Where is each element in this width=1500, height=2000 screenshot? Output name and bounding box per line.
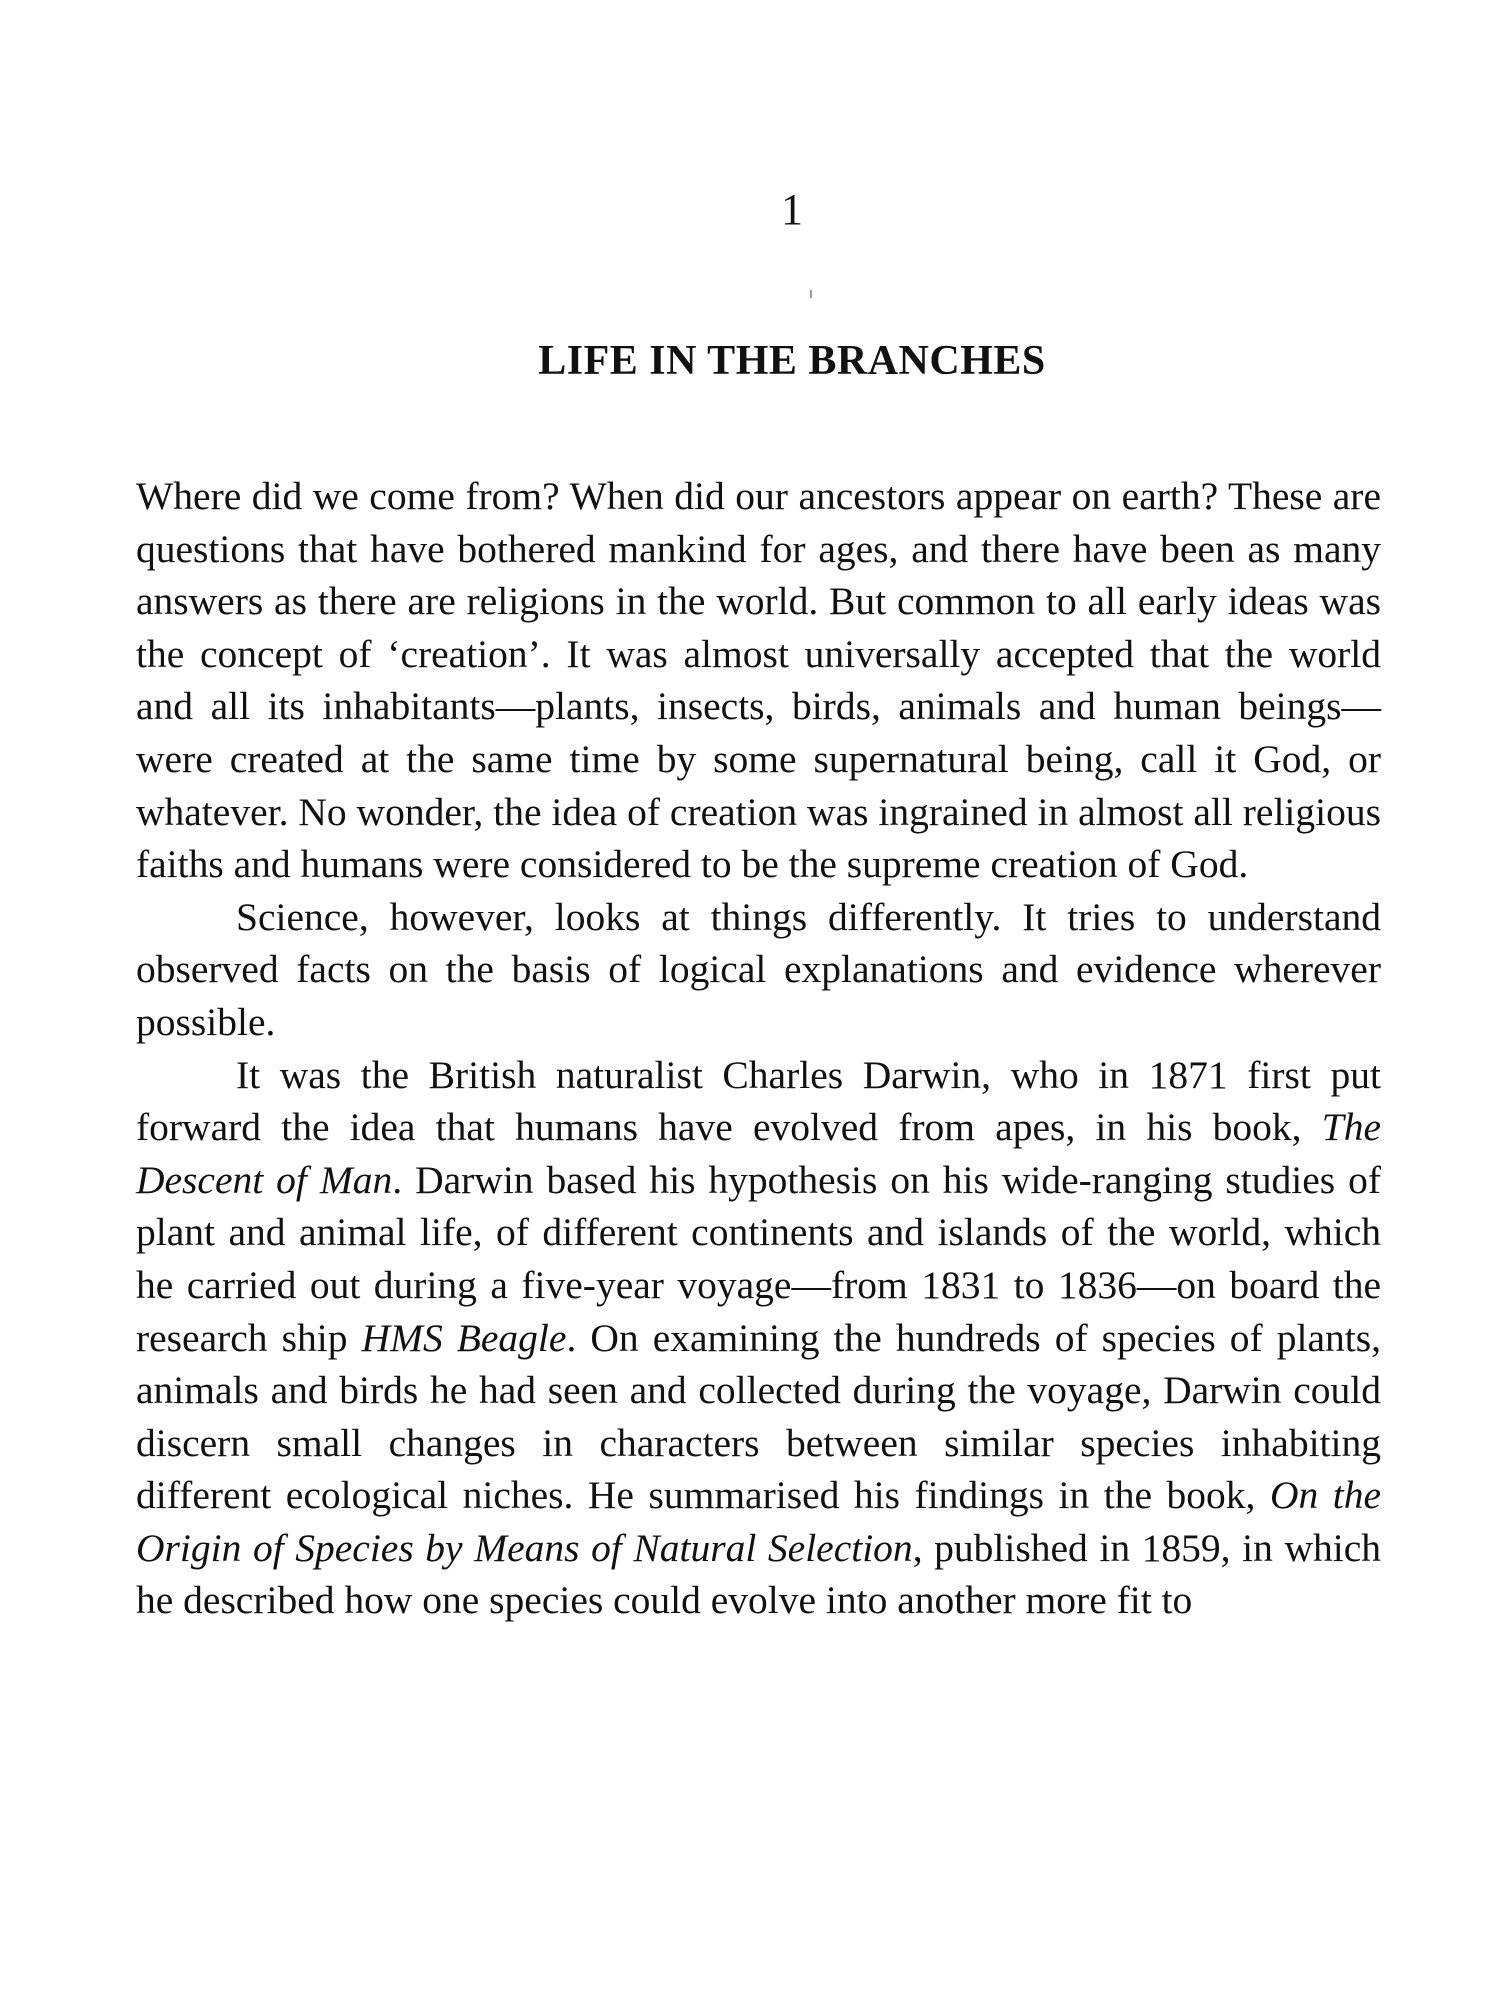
chapter-number: 1	[781, 185, 803, 234]
book-title-origin-of-species: On the Origin of Species by Means of Natural Selection	[136, 1473, 1381, 1570]
paragraph-3-text-d: , published in 1859, in which he described how one species could evolve into another more fit to	[136, 1525, 1381, 1623]
paragraph-3-text-a: It was the British naturalist Charles Darwin, who in 1871 first put forward the idea that humans have evolved from apes, in his book,	[136, 1052, 1381, 1150]
paragraph-3-text-b: . Darwin based his hypothesis on his wide-ranging studies of plant and animal life, of different continents and islands of the world, which he carried out during a five-year voyage—from 1831 to 1836—on board the research ship	[136, 1157, 1381, 1360]
paragraph-3-text-c: . On examining the hundreds of species of plants, animals and birds he had seen and collected during the voyage, Darwin could discern small changes in characters between similar species inhabiting different ecological niches. He summarised his findings in the book,	[136, 1315, 1381, 1518]
paragraph-3	[136, 1049, 1381, 1628]
scan-speck	[810, 290, 812, 298]
paragraph-2: Science, however, looks at things differently. It tries to understand observed facts on the basis of logical explanations and evidence wherever possible.	[136, 894, 1381, 1044]
book-title-descent-of-man: The Descent of Man	[136, 1105, 1381, 1202]
body-text	[136, 470, 1381, 1627]
paragraph-1: Where did we come from? When did our ancestors appear on earth? These are questions that have bothered mankind for ages, and there have been as many answers as there are religions in the world. But common to all early ideas was the concept of ‘creation’. It was almost universally accepted that the world and all its inhabitants—plants, insects, birds, animals and human beings—were created at the same time by some supernatural being, call it God, or whatever. No wonder, the idea of creation was ingrained in almost all religious faiths and humans were considered to be the supreme creation of God.	[136, 474, 1381, 887]
ship-name-hms-beagle: HMS Beagle	[361, 1315, 567, 1360]
chapter-title: LIFE IN THE BRANCHES	[538, 338, 1046, 384]
